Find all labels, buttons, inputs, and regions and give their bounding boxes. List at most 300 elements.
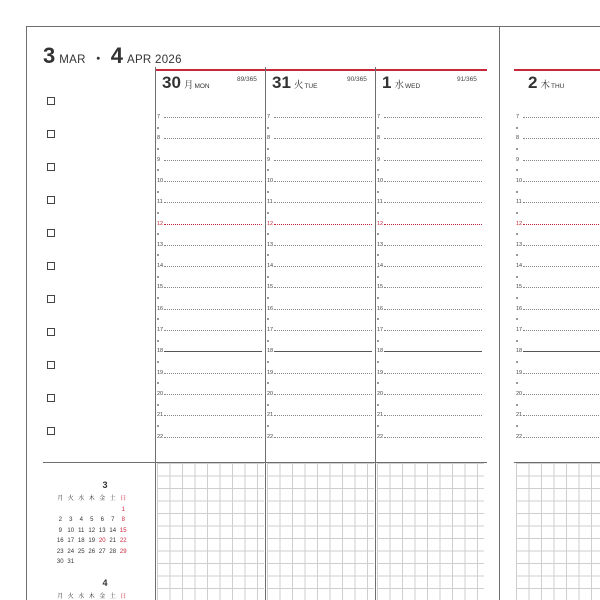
mini-calendar-weekday: 月 [57,593,64,600]
half-hour-dot [516,169,518,171]
hour-label: 15 [267,284,274,291]
half-hour-dot [267,127,269,129]
right-planner-page [499,26,600,600]
day-of-year-count: 90/365 [347,76,367,83]
half-hour-dot [516,340,518,342]
page-title [43,43,188,69]
hour-label: 13 [377,241,384,248]
half-hour-dot [516,318,518,320]
half-hour-dot [267,233,269,235]
hour-label: 18 [377,348,384,355]
mini-calendar-day: 2 [58,517,62,523]
hour-rule [384,160,482,161]
mini-calendar-week [55,547,155,558]
hour-rule [274,394,372,395]
hour-rule [384,266,482,267]
day-kanji: 木 [540,80,550,91]
half-hour-dot [516,254,518,256]
hour-rule [384,351,482,352]
hour-label: 13 [157,241,164,248]
hour-rule [384,138,482,139]
day-of-year-count: 89/365 [237,76,257,83]
hour-label: 11 [377,199,383,206]
half-hour-dot [267,148,269,150]
hour-rule [384,415,482,416]
mini-calendar-day: 30 [56,559,64,565]
hour-rule [274,373,372,374]
hour-label: 18 [516,348,523,355]
hour-label: 9 [377,156,381,163]
mini-calendar-day: 29 [119,548,127,555]
hour-label: 21 [516,412,523,419]
half-hour-dot [377,169,379,171]
half-hour-dot [377,361,379,363]
hour-label: 10 [516,177,523,184]
day-of-year-count: 91/365 [457,76,477,83]
task-checkbox [47,262,55,270]
half-hour-dot [157,404,159,406]
mini-calendar-day [76,557,87,568]
half-hour-dot [157,254,159,256]
mini-calendar-day: 26 [88,548,96,555]
hour-label: 16 [267,305,274,312]
half-hour-dot [157,127,159,129]
mini-calendar-day [97,505,108,516]
mini-calendar-weekday: 水 [78,593,85,600]
hour-rule [274,224,372,225]
mini-calendar-weekday: 木 [88,593,95,600]
hour-rule [274,351,372,352]
hour-rule [523,330,600,331]
mini-calendar-day: 6 [100,517,104,523]
hour-label: 12 [267,220,274,227]
hour-rule [274,415,372,416]
hour-rule [384,373,482,374]
hour-label: 22 [377,433,384,440]
half-hour-dot [516,276,518,278]
mini-calendar-day: 22 [119,538,127,544]
mini-calendar-day: 25 [77,548,85,555]
half-hour-dot [377,191,379,193]
hour-label: 20 [516,390,523,397]
mini-calendar-day [76,505,87,516]
day-english: TUE [304,83,318,90]
hour-label: 16 [377,305,384,312]
half-hour-dot [377,425,379,427]
half-hour-dot [267,169,269,171]
half-hour-dot [377,148,379,150]
hour-rule [274,138,372,139]
mini-calendar-weekday: 火 [67,593,74,600]
half-hour-dot [516,212,518,214]
month-end: 4 [110,43,123,68]
half-hour-dot [157,297,159,299]
hour-rule [523,224,600,225]
hour-rule [523,138,600,139]
half-hour-dot [377,127,379,129]
hour-label: 9 [157,156,161,163]
day-english: WED [404,83,421,90]
mini-calendar-day [118,557,129,568]
hour-label: 20 [157,390,164,397]
hour-label: 19 [516,369,523,376]
task-checkbox [47,328,55,336]
mini-calendar-weekday: 火 [67,496,74,502]
mini-calendar-weekdays [55,494,155,505]
half-hour-dot [157,191,159,193]
hour-rule [164,202,262,203]
mini-calendar-weekday: 月 [57,496,64,502]
mini-calendar-day: 31 [67,559,75,565]
mini-calendar-day: 14 [109,527,117,534]
mini-calendar-day [66,505,77,516]
half-hour-dot [377,297,379,299]
mini-calendar-day: 16 [56,538,64,544]
hour-rule [523,351,600,352]
hour-label: 16 [157,305,164,312]
hour-label: 8 [267,135,271,142]
half-hour-dot [516,404,518,406]
mini-calendar-week [55,515,155,526]
hour-label: 11 [267,199,273,206]
hour-label: 7 [267,114,271,120]
mini-calendar-day [87,505,98,516]
hour-rule [384,330,482,331]
hour-label: 7 [516,114,520,120]
hour-rule [523,117,600,118]
hour-rule [164,330,262,331]
hour-rule [523,181,600,182]
hour-rule [164,394,262,395]
mini-calendar-day: 5 [90,517,94,523]
half-hour-dot [377,318,379,320]
mini-calendar-day [87,557,98,568]
half-hour-dot [267,425,269,427]
half-hour-dot [267,297,269,299]
half-hour-dot [267,254,269,256]
hour-rule [164,160,262,161]
hour-rule [164,415,262,416]
mini-calendar-week [55,557,155,568]
day-number: 31 [272,73,291,92]
hour-label: 11 [157,199,163,206]
half-hour-dot [157,233,159,235]
hour-rule [384,309,482,310]
hour-rule [523,202,600,203]
task-checkbox [47,229,55,237]
half-hour-dot [157,212,159,214]
half-hour-dot [157,361,159,363]
hour-label: 21 [267,412,274,419]
left-planner-page [26,26,500,600]
hour-label: 21 [157,412,164,419]
mini-calendar-day [108,557,119,568]
mini-calendar-day: 20 [98,538,106,544]
mini-calendar-day: 24 [67,548,75,555]
mini-calendar-day: 4 [79,517,83,523]
mini-calendar-day: 17 [67,538,75,544]
day-column-divider [155,67,156,600]
hour-rule [384,117,482,118]
mini-calendar-week [55,505,155,516]
hour-rule [164,266,262,267]
hour-label: 22 [267,433,274,440]
mini-calendar-weekdays [55,592,155,600]
half-hour-dot [267,340,269,342]
half-hour-dot [516,297,518,299]
hour-label: 12 [516,220,523,227]
half-hour-dot [516,361,518,363]
hour-rule [164,309,262,310]
hour-rule [274,309,372,310]
half-hour-dot [267,404,269,406]
mini-calendar-day: 27 [98,548,106,555]
hour-label: 9 [267,156,271,163]
half-hour-dot [516,233,518,235]
half-hour-dot [516,425,518,427]
hour-label: 12 [377,220,384,227]
day-kanji: 水 [394,80,404,91]
day-header-right [528,73,564,93]
hour-rule [164,351,262,352]
half-hour-dot [267,212,269,214]
mini-calendar-day: 8 [121,517,125,523]
day-column-divider [375,67,376,600]
hour-rule [274,437,372,438]
hour-rule [384,437,482,438]
hour-rule [523,415,600,416]
hour-rule [274,330,372,331]
hour-label: 13 [516,241,523,248]
mini-calendar-day: 23 [56,548,64,555]
day-number: 2 [528,73,538,92]
half-hour-dot [267,276,269,278]
day-kanji: 火 [293,80,304,91]
hour-label: 18 [157,348,164,355]
hour-rule [164,287,262,288]
mini-calendar-day [108,505,119,516]
hour-label: 14 [157,263,164,270]
mini-calendar-day [97,557,108,568]
hour-label: 8 [377,135,381,142]
hour-rule [274,266,372,267]
memo-grid [516,463,600,600]
mini-calendar-day: 11 [78,527,85,534]
hour-label: 20 [377,390,384,397]
day-english: MON [194,83,210,90]
hour-label: 7 [377,114,381,120]
mini-calendar-day: 1 [121,506,125,513]
half-hour-dot [267,191,269,193]
task-checkbox [47,130,55,138]
hour-label: 11 [516,199,522,206]
hour-label: 15 [157,284,164,291]
half-hour-dot [377,382,379,384]
hour-rule [274,181,372,182]
task-checkbox [47,394,55,402]
hour-rule [274,245,372,246]
hour-label: 16 [516,305,523,312]
day-number: 30 [162,73,181,92]
task-checkbox [47,196,55,204]
task-checkbox [47,427,55,435]
hour-label: 17 [267,327,274,333]
hour-rule [164,437,262,438]
mini-calendar-day: 12 [88,527,96,534]
hour-label: 22 [516,433,523,440]
hour-label: 12 [157,220,164,227]
half-hour-dot [157,318,159,320]
hour-rule [164,245,262,246]
hour-label: 14 [516,263,523,270]
hour-label: 19 [377,369,384,376]
day-header [162,73,210,93]
hour-label: 19 [157,369,164,376]
hour-rule [274,160,372,161]
mini-calendar-week [55,536,155,547]
hour-label: 10 [157,177,164,184]
mini-calendar-weekday: 土 [109,593,116,600]
half-hour-dot [377,233,379,235]
hour-label: 21 [377,412,384,419]
mini-calendar-weekday: 土 [109,496,116,502]
hour-label: 10 [377,177,384,184]
hour-rule [523,160,600,161]
hour-rule [384,224,482,225]
title-separator: ・ [91,51,105,66]
half-hour-dot [157,382,159,384]
header-red-rule-right [514,69,600,71]
memo-grid [157,463,264,600]
hour-rule [384,287,482,288]
mini-calendar-weekday: 水 [78,496,85,502]
mini-calendar-weekday: 木 [88,496,95,502]
hour-rule [523,266,600,267]
mini-calendar-day: 15 [119,527,127,534]
header-red-rule [155,69,487,71]
half-hour-dot [377,404,379,406]
day-english: THU [550,83,565,90]
hour-label: 17 [516,327,523,333]
day-number: 1 [382,73,392,92]
task-checkbox [47,361,55,369]
mini-calendar-weekday: 金 [99,496,106,502]
mini-calendar-day: 13 [98,527,106,534]
task-checkbox [47,295,55,303]
mini-calendar-weekday: 日 [120,496,127,502]
half-hour-dot [157,148,159,150]
mini-calendar-month: 3 [102,480,108,490]
hour-label: 17 [377,327,384,333]
hour-rule [274,202,372,203]
mini-calendar-day: 21 [109,538,117,544]
half-hour-dot [516,148,518,150]
hour-rule [164,138,262,139]
hour-label: 15 [516,284,523,291]
hour-label: 13 [267,241,274,248]
half-hour-dot [157,169,159,171]
mini-calendar-day: 18 [77,538,85,544]
mini-calendar-weekday: 金 [99,593,106,600]
day-header [272,73,317,93]
hour-label: 18 [267,348,274,355]
mini-calendar [55,578,155,600]
mini-calendar-month: 4 [102,577,108,588]
hour-label: 9 [516,156,520,163]
half-hour-dot [516,382,518,384]
task-checkbox [47,163,55,171]
hour-rule [523,245,600,246]
half-hour-dot [516,191,518,193]
half-hour-dot [516,127,518,129]
hour-label: 8 [157,135,161,142]
half-hour-dot [377,212,379,214]
memo-grid [267,463,374,600]
mini-calendar-week [55,526,155,537]
mini-calendar-day: 10 [67,527,75,534]
hour-rule [384,181,482,182]
hour-label: 14 [377,263,384,270]
hour-rule [164,373,262,374]
hour-label: 14 [267,263,274,270]
hour-rule [384,394,482,395]
hour-rule [164,117,262,118]
hour-label: 8 [516,135,520,142]
hour-rule [164,181,262,182]
hour-rule [523,394,600,395]
hour-rule [523,373,600,374]
hour-rule [164,224,262,225]
hour-rule [384,245,482,246]
hour-label: 17 [157,327,164,333]
half-hour-dot [157,425,159,427]
month-start-abbr: MAR [59,54,86,66]
half-hour-dot [267,382,269,384]
half-hour-dot [377,254,379,256]
mini-calendar-day: 3 [69,517,73,523]
mini-calendar-weekday: 日 [120,593,127,600]
hour-label: 20 [267,390,274,397]
day-column-divider [265,67,266,600]
mini-calendar-day: 9 [58,527,62,534]
mini-calendar-day [55,505,66,516]
day-kanji: 月 [183,80,194,91]
half-hour-dot [157,276,159,278]
hour-rule [523,287,600,288]
hour-label: 22 [157,433,164,440]
memo-grid [377,463,484,600]
mini-calendar-day: 19 [88,538,96,544]
half-hour-dot [267,361,269,363]
hour-rule [274,117,372,118]
mini-calendar-day: 28 [109,548,117,555]
month-end-abbr: APR 2026 [126,54,182,66]
hour-rule [523,437,600,438]
mini-calendar [55,480,155,568]
half-hour-dot [377,276,379,278]
mini-calendar-day: 7 [111,517,115,523]
half-hour-dot [377,340,379,342]
hour-label: 15 [377,284,384,291]
hour-rule [274,287,372,288]
hour-rule [384,202,482,203]
hour-label: 7 [157,114,161,120]
hour-label: 19 [267,369,274,376]
task-checkbox [47,97,55,105]
half-hour-dot [157,340,159,342]
hour-label: 10 [267,177,274,184]
day-header [382,73,420,93]
